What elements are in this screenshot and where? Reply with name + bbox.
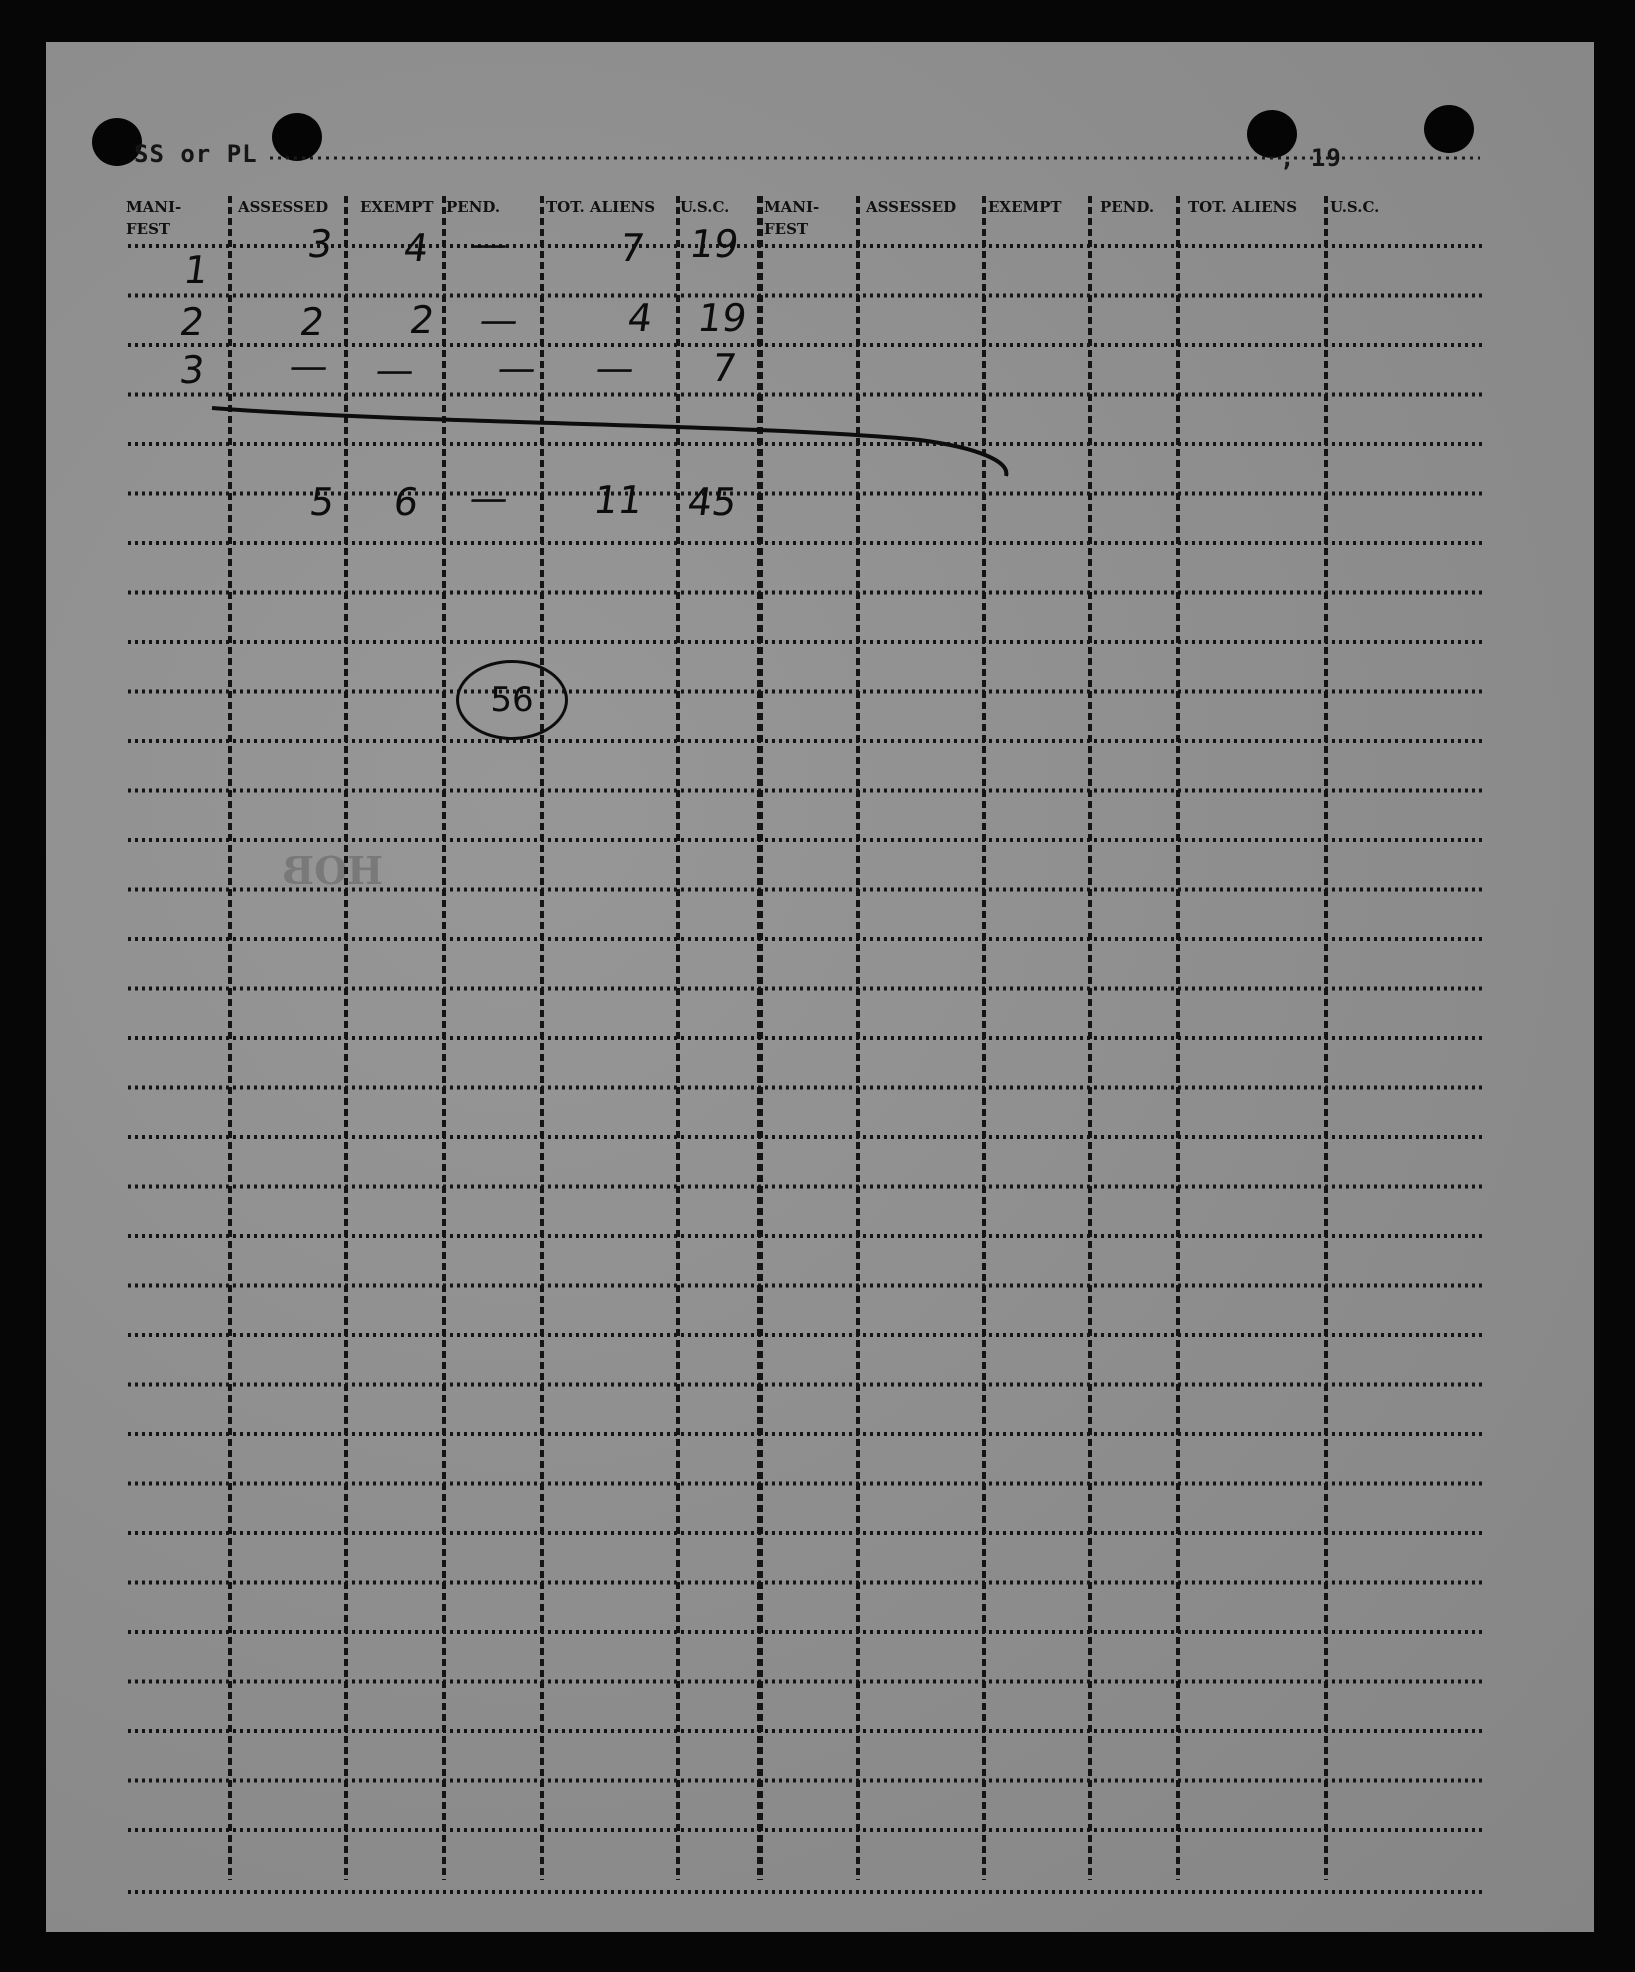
col-manifest-right: MANI- FEST	[764, 198, 820, 238]
col-exempt-left: EXEMPT	[360, 198, 434, 216]
total-exempt: 6	[390, 480, 422, 524]
bleed-through-mark: HOB	[282, 848, 384, 893]
entry-1-usc: 19	[686, 222, 742, 266]
entry-2-tot-aliens: 4	[624, 296, 656, 340]
year-label: , 19	[1280, 144, 1342, 172]
entry-1-tot-aliens: 7	[616, 226, 648, 270]
entry-2-exempt: 2	[406, 298, 438, 342]
col-pend-left: PEND.	[446, 198, 501, 216]
col-assessed-left: ASSESSED	[238, 198, 329, 216]
total-pend: —	[466, 476, 512, 520]
col-exempt-right: EXEMPT	[988, 198, 1062, 216]
entry-1-manifest: 1	[180, 248, 212, 292]
total-tot-aliens: 11	[590, 478, 646, 522]
entry-3-exempt: —	[372, 348, 418, 392]
col-tot-aliens-left: TOT. ALIENS	[546, 198, 656, 216]
col-tot-aliens-right: TOT. ALIENS	[1188, 198, 1298, 216]
entry-2-manifest: 2	[176, 300, 208, 344]
col-manifest-left: MANI- FEST	[126, 198, 182, 238]
col-usc-left: U.S.C.	[680, 198, 730, 216]
entry-3-tot-aliens: —	[592, 346, 638, 390]
circled-grand-total: 56	[456, 660, 568, 740]
entry-3-manifest: 3	[176, 348, 208, 392]
entry-3-pend: —	[494, 346, 540, 390]
vessel-label: SS or PL	[134, 140, 258, 168]
entry-2-assessed: 2	[296, 300, 328, 344]
entry-3-usc: 7	[708, 346, 740, 390]
entry-3-assessed: —	[286, 344, 332, 388]
entry-1-exempt: 4	[400, 226, 432, 270]
entry-1-pend: —	[466, 222, 512, 266]
entry-1-assessed: 3	[304, 222, 336, 266]
col-pend-right: PEND.	[1100, 198, 1155, 216]
entry-2-usc: 19	[694, 296, 750, 340]
col-assessed-right: ASSESSED	[866, 198, 957, 216]
col-usc-right: U.S.C.	[1330, 198, 1380, 216]
total-assessed: 5	[306, 480, 338, 524]
entry-2-pend: —	[476, 298, 522, 342]
total-usc: 45	[684, 480, 740, 524]
